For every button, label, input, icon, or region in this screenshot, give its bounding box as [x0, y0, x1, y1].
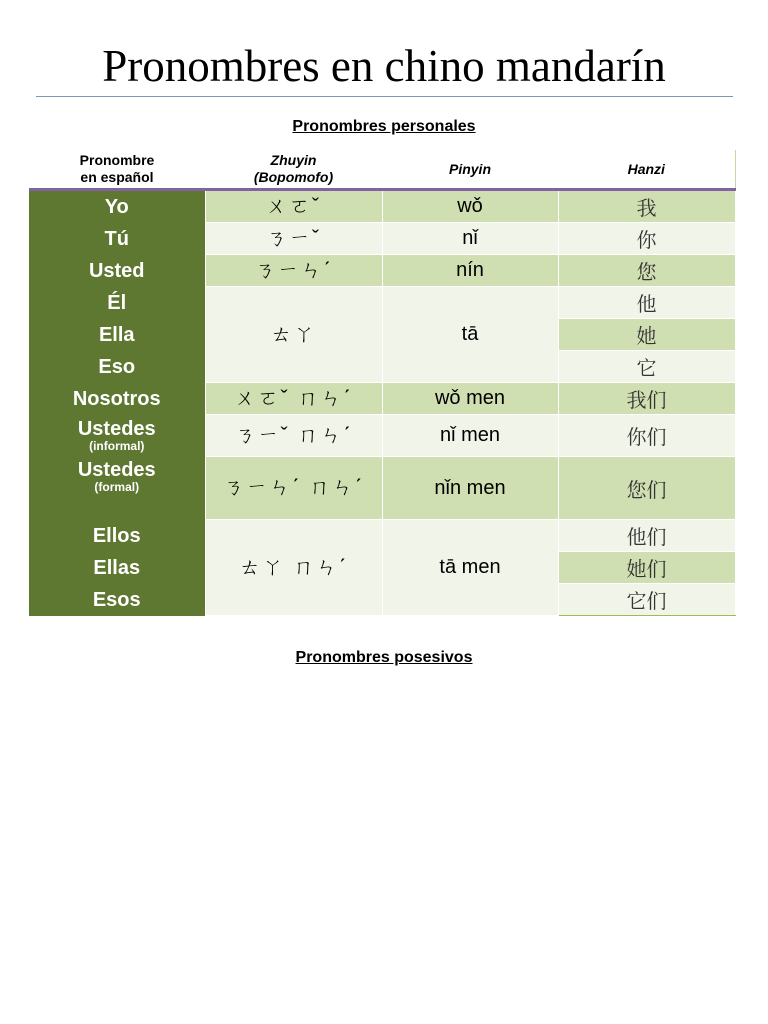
table-row [29, 457, 735, 520]
cell-pinyin: wǒ [382, 190, 558, 223]
cell-spanish: Ustedes (formal) [29, 457, 205, 520]
header-zhuyin: Zhuyin (Bopomofo) [205, 150, 382, 190]
cell-pinyin: tā [382, 287, 558, 383]
cell-spanish: Ella [29, 319, 205, 351]
table-row [29, 223, 735, 255]
cell-hanzi: 她们 [558, 552, 735, 584]
title-divider [36, 96, 733, 97]
cell-zhuyin: ㄋㄧㄣˊ ㄇㄣˊ [205, 457, 382, 520]
cell-zhuyin: ㄋㄧˇ ㄇㄣˊ [205, 415, 382, 457]
cell-hanzi: 你 [558, 223, 735, 255]
cell-pinyin: nín [382, 255, 558, 287]
cell-spanish: Esos [29, 584, 205, 616]
cell-hanzi: 您们 [558, 457, 735, 520]
table-row [29, 415, 735, 457]
cell-spanish: Ustedes (informal) [29, 415, 205, 457]
cell-pinyin: tā men [382, 520, 558, 616]
pronoun-table [29, 150, 736, 616]
cell-zhuyin: ㄨㄛˇ [205, 190, 382, 223]
cell-hanzi: 您 [558, 255, 735, 287]
cell-pinyin: nǐ men [382, 415, 558, 457]
table-row [29, 383, 735, 415]
cell-spanish: Él [29, 287, 205, 319]
header-hanzi: Hanzi [558, 150, 735, 190]
cell-spanish: Tú [29, 223, 205, 255]
cell-pinyin: wǒ men [382, 383, 558, 415]
cell-hanzi: 它们 [558, 584, 735, 616]
table-row [29, 190, 735, 223]
cell-pinyin: nǐ [382, 223, 558, 255]
cell-hanzi: 我们 [558, 383, 735, 415]
table-row [29, 520, 735, 552]
cell-zhuyin: ㄊㄚ [205, 287, 382, 383]
table-row [29, 287, 735, 319]
cell-zhuyin: ㄊㄚ ㄇㄣˊ [205, 520, 382, 616]
cell-hanzi: 你们 [558, 415, 735, 457]
cell-hanzi: 他们 [558, 520, 735, 552]
cell-spanish: Ellos [29, 520, 205, 552]
cell-spanish: Usted [29, 255, 205, 287]
cell-zhuyin: ㄋㄧㄣˊ [205, 255, 382, 287]
cell-pinyin: nǐn men [382, 457, 558, 520]
header-spanish: Pronombre en español [29, 150, 205, 190]
cell-zhuyin: ㄨㄛˇ ㄇㄣˊ [205, 383, 382, 415]
cell-hanzi: 他 [558, 287, 735, 319]
cell-hanzi: 我 [558, 190, 735, 223]
cell-spanish: Eso [29, 351, 205, 383]
cell-hanzi: 她 [558, 319, 735, 351]
cell-spanish: Yo [29, 190, 205, 223]
table-row [29, 255, 735, 287]
table-header-row [29, 150, 735, 190]
cell-spanish: Ellas [29, 552, 205, 584]
section-heading-personales: Pronombres personales [292, 118, 476, 135]
cell-hanzi: 它 [558, 351, 735, 383]
section-heading-posesivos: Pronombres posesivos [295, 649, 473, 666]
cell-zhuyin: ㄋㄧˇ [205, 223, 382, 255]
page-title: Pronombres en chino mandarín [102, 41, 666, 91]
cell-spanish: Nosotros [29, 383, 205, 415]
header-pinyin: Pinyin [382, 150, 558, 190]
